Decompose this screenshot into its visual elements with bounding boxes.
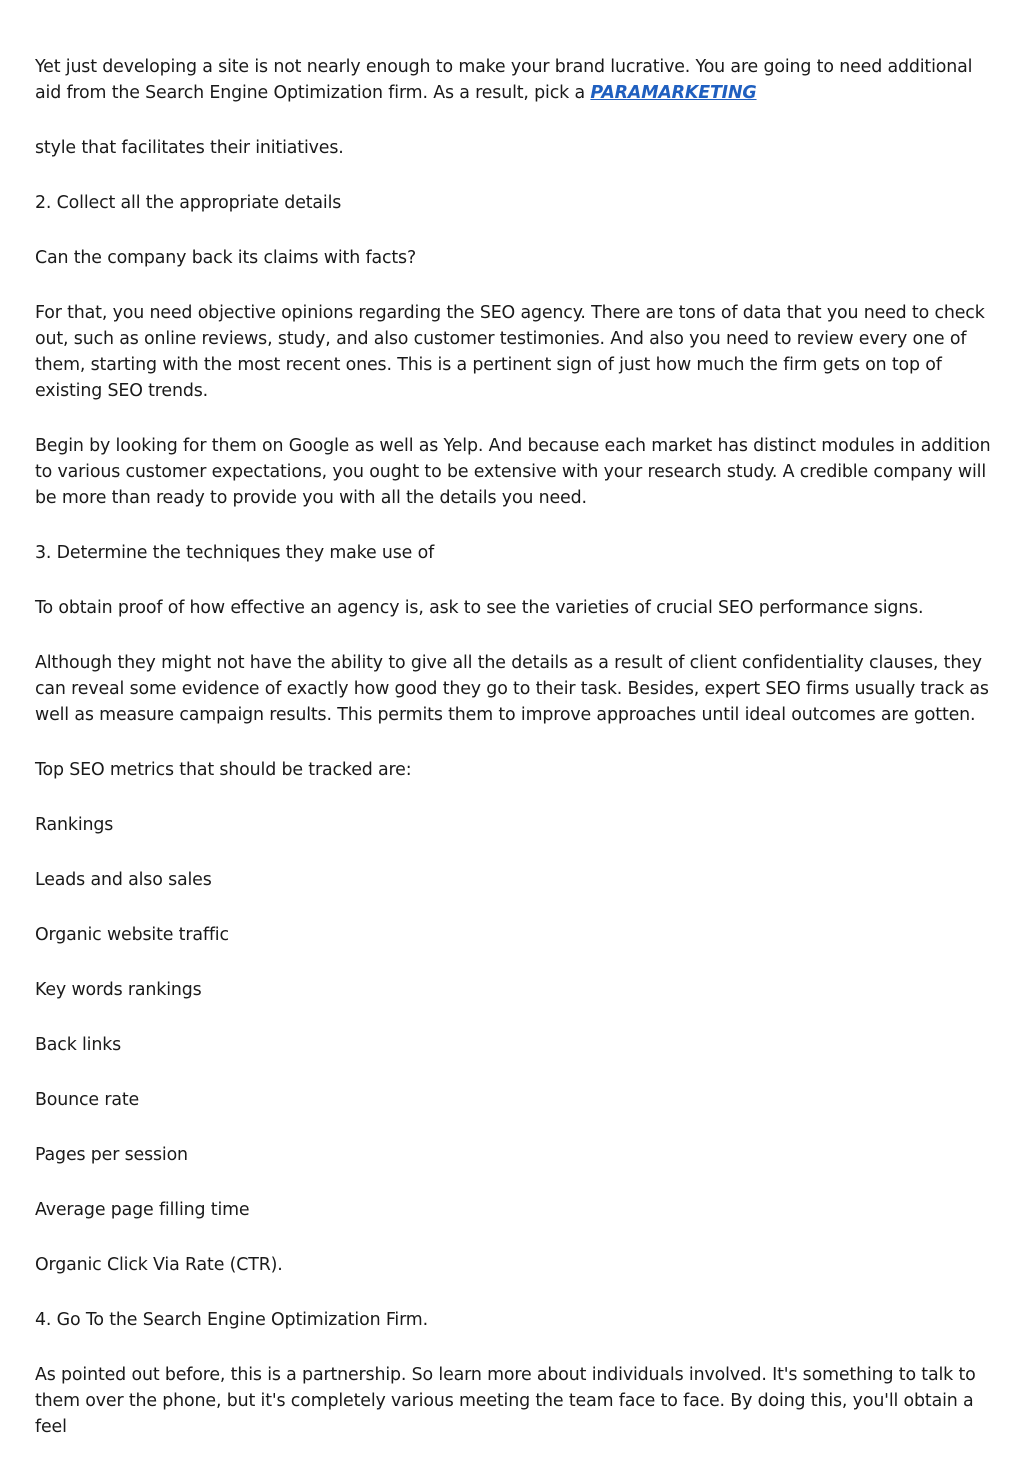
heading-go-to-firm: 4. Go To the Search Engine Optimization Firm.	[35, 1310, 428, 1330]
intro-paragraph	[35, 54, 995, 106]
paragraph-top-metrics: Top SEO metrics that should be tracked are:	[35, 760, 412, 780]
heading-determine-techniques: 3. Determine the techniques they make use of	[35, 543, 435, 563]
list-item: Back links	[35, 1035, 122, 1055]
paragraph-partnership: As pointed out before, this is a partnership. So learn more about individuals involved. It's something to talk to them over the phone, but it's completely various meeting the team face to face. By doing this, you'll obtain a feel	[35, 1365, 976, 1437]
heading-collect-details: 2. Collect all the appropriate details	[35, 193, 342, 213]
paragraph-objective-opinions: For that, you need objective opinions regarding the SEO agency. There are tons of data that you need to check out, such as online reviews, study, and also customer testimonies. And also you need to review every one of them, starting with the most recent ones. This is a pertinent sign of just how much the firm gets on top of existing SEO trends.	[35, 303, 985, 401]
list-item: Bounce rate	[35, 1090, 140, 1110]
paragraph-confidentiality: Although they might not have the ability to give all the details as a result of client confidentiality clauses, they can reveal some evidence of exactly how good they go to their task. Besides, expert SEO firms usually track as well as measure campaign results. This permits them to improve approaches until ideal outcomes are gotten.	[35, 653, 989, 725]
paragraph-proof-effective: To obtain proof of how effective an agency is, ask to see the varieties of crucial SEO performance signs.	[35, 598, 924, 618]
list-item: Pages per session	[35, 1145, 188, 1165]
list-item: Leads and also sales	[35, 870, 212, 890]
list-item: Rankings	[35, 815, 114, 835]
list-item: Organic Click Via Rate (CTR).	[35, 1255, 283, 1275]
list-item: Organic website traffic	[35, 925, 229, 945]
intro-text: Yet just developing a site is not nearly enough to make your brand lucrative. You are going to need additional aid from the Search Engine Optimization firm. As a result, pick a	[35, 57, 973, 103]
document-page	[35, 54, 995, 1469]
paramarketing-link[interactable]: PARAMARKETING	[590, 83, 757, 103]
paragraph-claims-facts: Can the company back its claims with facts?	[35, 248, 417, 268]
paragraph-style-facilitates: style that facilitates their initiatives.	[35, 138, 344, 158]
list-item: Average page filling time	[35, 1200, 250, 1220]
paragraph-google-yelp: Begin by looking for them on Google as well as Yelp. And because each market has distinct modules in addition to various customer expectations, you ought to be extensive with your research study. A credible company will be more than ready to provide you with all the details you need.	[35, 436, 991, 508]
list-item: Key words rankings	[35, 980, 202, 1000]
